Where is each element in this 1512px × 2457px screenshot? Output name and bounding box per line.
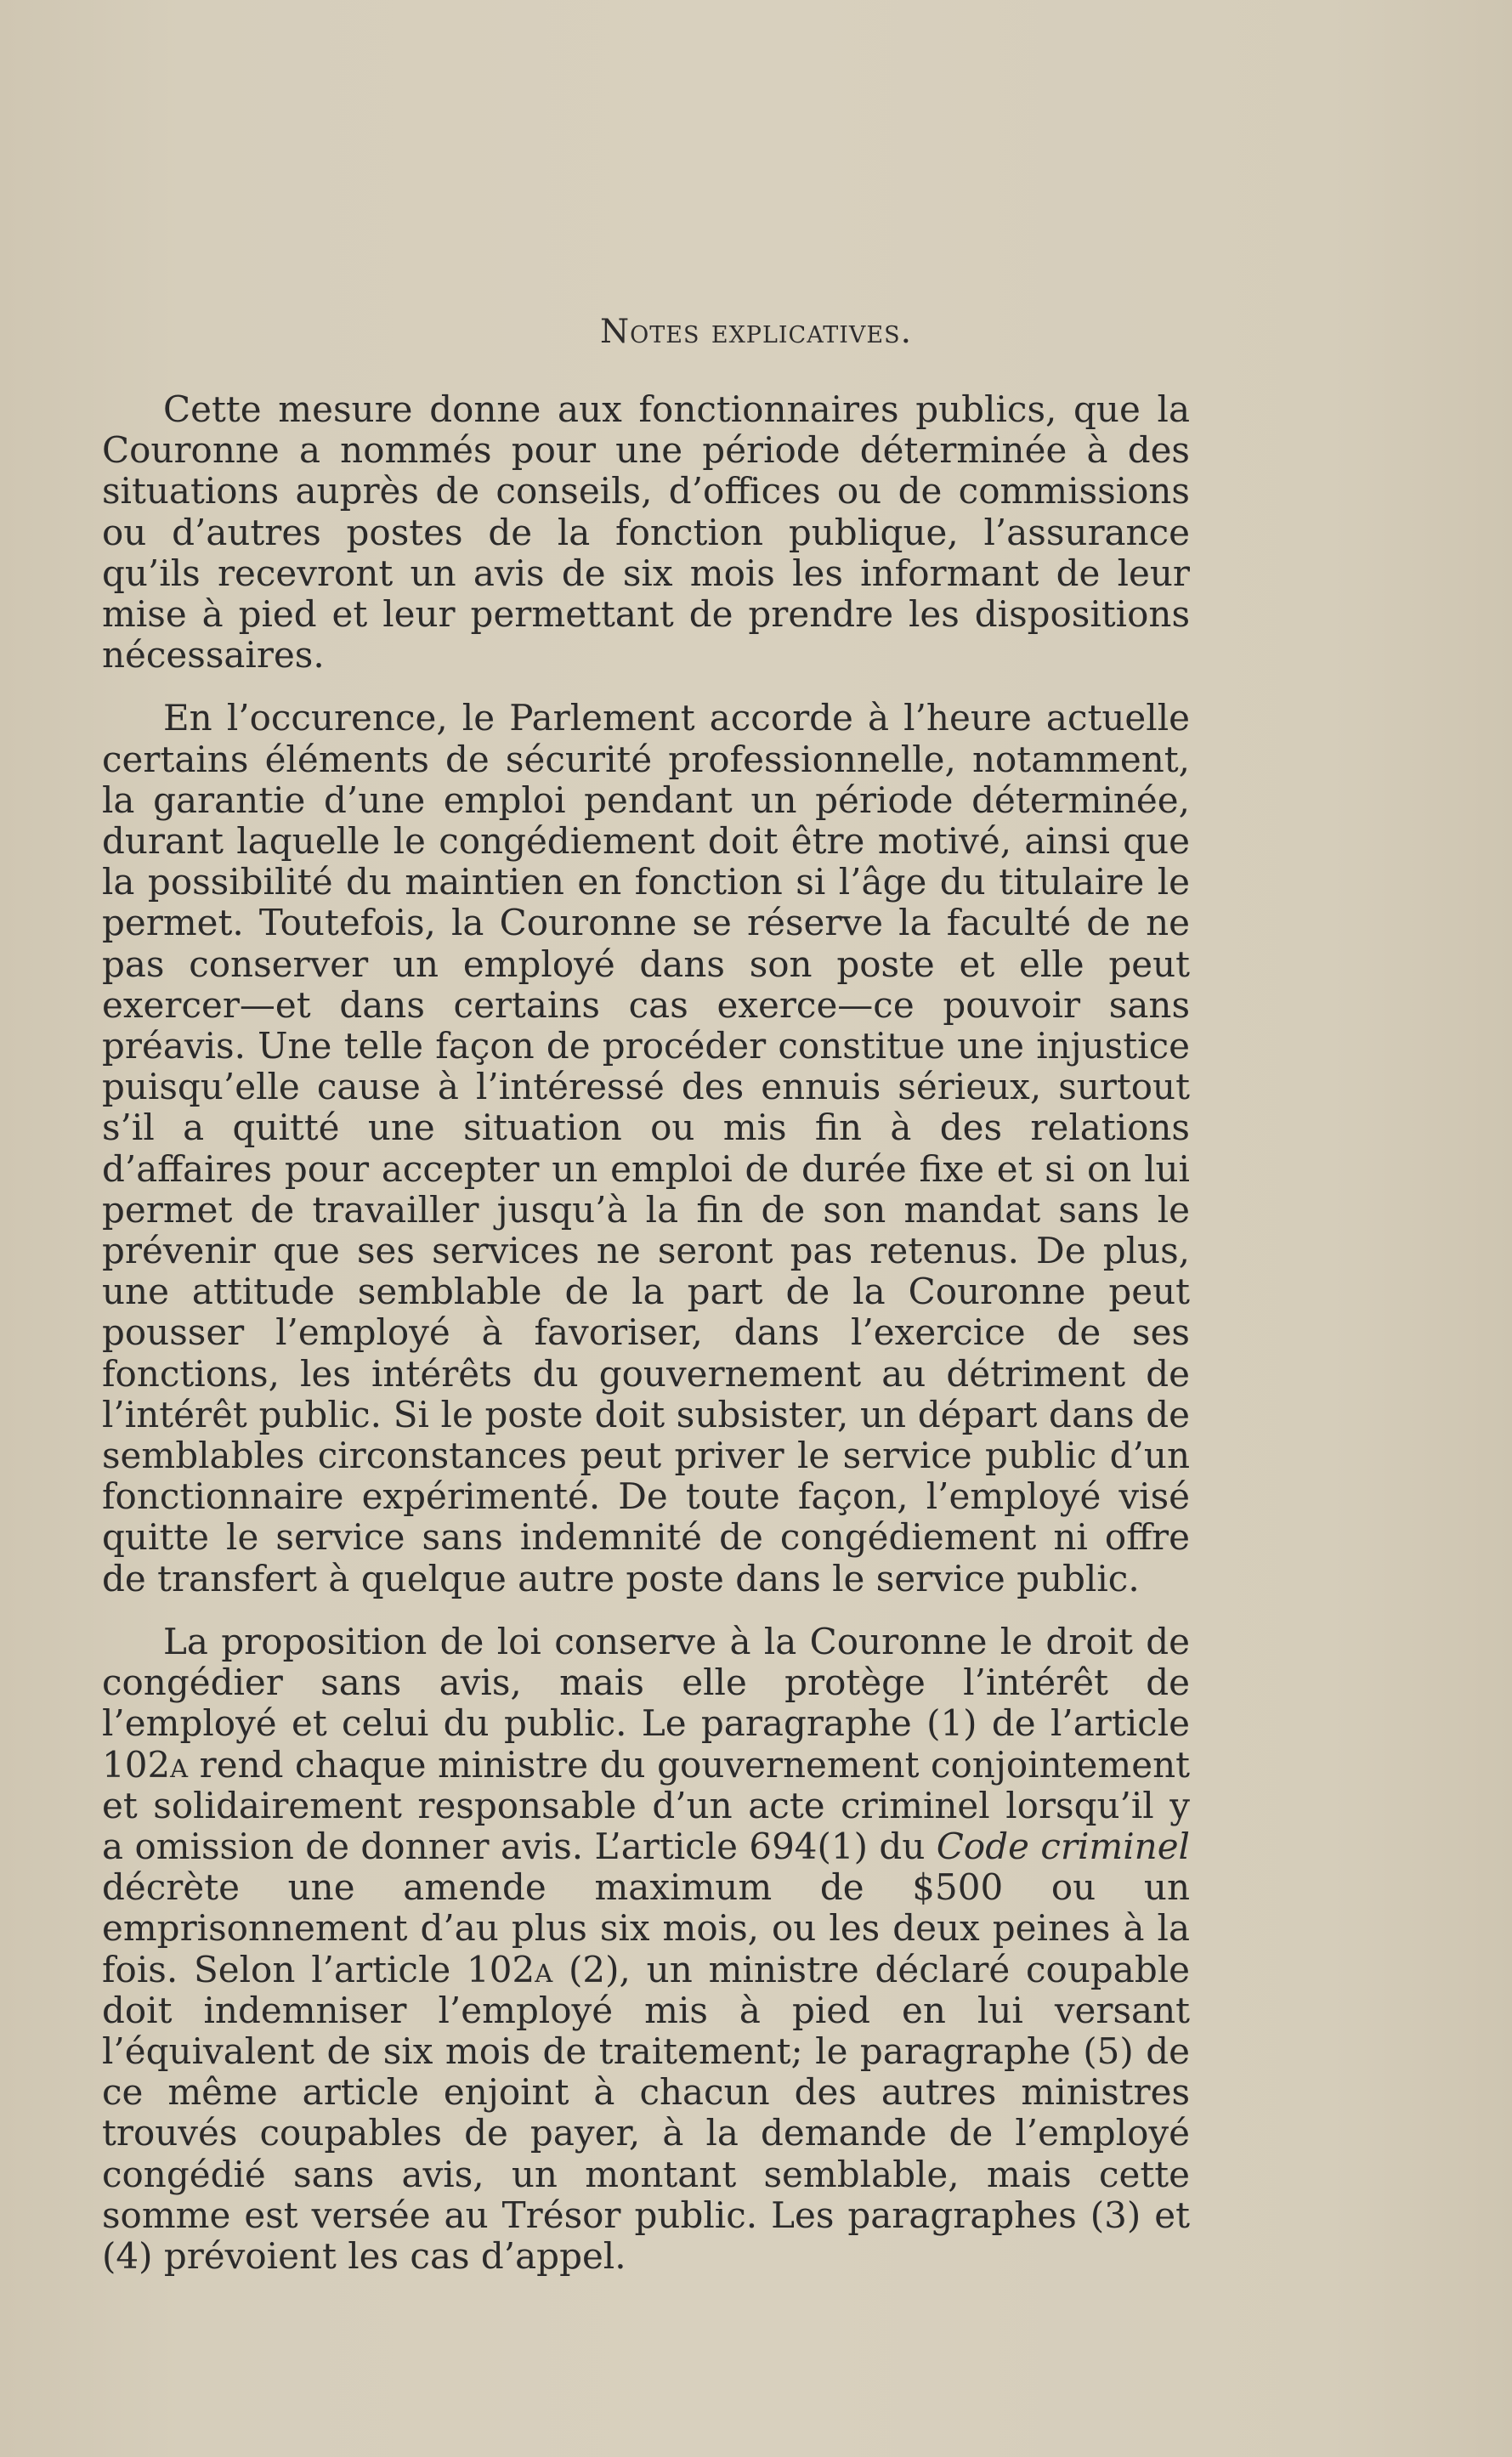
paragraph-2: En l’occurence, le Parlement accorde à l’heure actuelle certains éléments de sécurité professionnelle, notamment, la garantie d’une emploi pendant un période déterminée, durant laquelle le congédiement doit être motivé, ainsi que la possibilité du maintien en fonction si l’âge du titulaire le permet. Toutefois, la Couronne se réserve la faculté de ne pas conserver un employé dans son poste et elle peut exercer—et dans certains cas exerce—ce pouvoir sans préavis. Une telle façon de procéder constitue une injustice puisqu’elle cause à l’intéressé des ennuis sérieux, surtout s’il a quitté une situation ou mis fin à des relations d’affaires pour accepter un emploi de durée fixe et si on lui permet de travailler jusqu’à la fin de son mandat sans le prévenir que ses services ne seront pas retenus. De plus, une attitude semblable de la part de la Couronne peut pousser l’employé à favoriser, dans l’exercice de ses fonctions, les intérêts du gouvernement au détriment de l’intérêt public. Si le poste doit subsister, un départ dans de semblables circonstances peut priver le service public d’un fonctionnaire expérimenté. De toute façon, l’employé visé quitte le service sans indemnité de congédiement ni offre de transfert à quelque autre poste dans le service public. — [102, 697, 1190, 1599]
paragraph-3-part-1: La proposition de loi conserve à la Couronne le droit de congédier sans avis, mais elle protège l’intérêt de l’employé et celui du public. Le paragraphe (1) de l’article 102 — [102, 1620, 1190, 1786]
paragraph-3-part-2: rend chaque ministre du gouvernement conjointement et solidairement responsable d’un acte criminel lorsqu’il y a omission de donner avis. L’article 694(1) du — [102, 1743, 1190, 1867]
section-suffix: a — [535, 1948, 553, 1990]
explanatory-notes-body — [102, 389, 1190, 2299]
paragraph-1: Cette mesure donne aux fonctionnaires publics, que la Couronne a nommés pour une période déterminée à des situations auprès de conseils, d’offices ou de commissions ou d’autres postes de la fonction publique, l’assurance qu’ils recevront un avis de six mois les informant de leur mise à pied et leur permettant de prendre les dispositions nécessaires. — [102, 388, 1190, 677]
paragraph-3-part-4: (2), un ministre déclaré coupable doit indemniser l’employé mis à pied en lui versant l’équivalent de six mois de traitement; le paragraphe (5) de ce même article enjoint à chacun des autres ministres trouvés coupables de payer, à la demande de l’employé congédié sans avis, un montant semblable, mais cette somme est versée au Trésor public. Les paragraphes (3) et (4) prévoient les cas d’appel. — [102, 1948, 1190, 2277]
section-suffix: a — [170, 1743, 189, 1786]
code-title: Code criminel — [936, 1825, 1190, 1867]
paragraph-3-part-3: décrète une amende maximum de $500 ou un emprisonnement d’au plus six mois, ou les deux peines à la fois. Selon l’article 102 — [102, 1866, 1190, 1990]
section-heading: Notes explicatives. — [599, 313, 913, 351]
paragraph-3 — [102, 1622, 1190, 2277]
